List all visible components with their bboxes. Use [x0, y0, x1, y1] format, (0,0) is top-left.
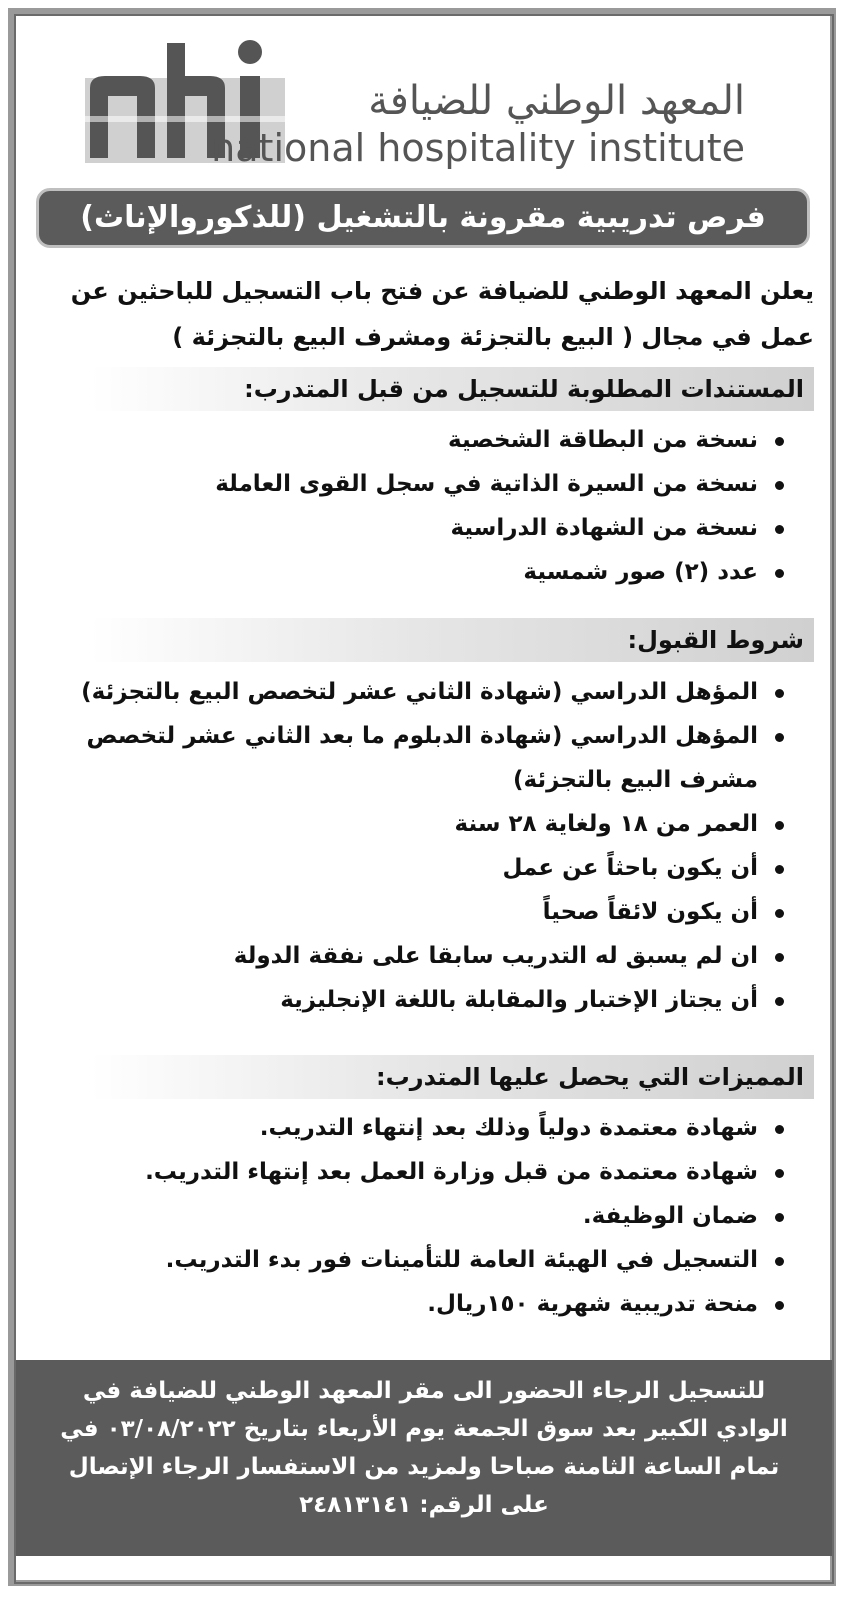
benefits-heading: المميزات التي يحصل عليها المتدرب:	[90, 1055, 814, 1099]
documents-heading: المستندات المطلوبة للتسجيل من قبل المتدرب:	[90, 367, 814, 411]
list-item	[30, 1106, 814, 1150]
list-item-text: نسخة من السيرة الذاتية في سجل القوى العاملة	[215, 471, 758, 497]
list-item	[30, 1238, 814, 1282]
benefits-list	[30, 1106, 814, 1326]
bullet-icon	[775, 953, 784, 962]
bullet-icon	[775, 569, 784, 578]
list-item-text: شهادة معتمدة دولياً وذلك بعد إنتهاء التدريب.	[259, 1115, 758, 1141]
bullet-icon	[775, 909, 784, 918]
bullet-icon	[775, 865, 784, 874]
list-item	[30, 846, 814, 890]
bullet-icon	[775, 481, 784, 490]
intro-paragraph: يعلن المعهد الوطني للضيافة عن فتح باب التسجيل للباحثين عن عمل في مجال ( البيع بالتجزئة ومشرف البيع بالتجزئة )	[70, 277, 814, 351]
list-item-text: أن يكون باحثاً عن عمل	[502, 855, 758, 881]
institute-logo	[85, 38, 765, 178]
bullet-icon	[775, 733, 784, 742]
bullet-icon	[775, 1125, 784, 1134]
bullet-icon	[775, 1213, 784, 1222]
list-item-text: نسخة من البطاقة الشخصية	[448, 427, 758, 453]
list-item	[30, 978, 814, 1022]
bullet-icon	[775, 1169, 784, 1178]
list-item-text: التسجيل في الهيئة العامة للتأمينات فور بدء التدريب.	[165, 1247, 758, 1273]
list-item	[30, 462, 814, 506]
bullet-icon	[775, 821, 784, 830]
list-item-text: المؤهل الدراسي (شهادة الدبلوم ما بعد الثاني عشر لتخصص مشرف البيع بالتجزئة)	[86, 723, 758, 793]
list-item-text: ان لم يسبق له التدريب سابقا على نفقة الدولة	[233, 943, 758, 969]
list-item	[30, 714, 814, 802]
bullet-icon	[775, 525, 784, 534]
list-item	[30, 802, 814, 846]
list-item	[30, 670, 814, 714]
list-item	[30, 550, 814, 594]
list-item-text: العمر من ١٨ ولغاية ٢٨ سنة	[454, 811, 758, 837]
list-item-text: أن يجتاز الإختبار والمقابلة باللغة الإنجليزية	[280, 987, 758, 1013]
documents-list	[30, 418, 814, 594]
list-item-text: نسخة من الشهادة الدراسية	[450, 515, 758, 541]
conditions-list	[30, 670, 814, 1022]
list-item-text: ضمان الوظيفة.	[582, 1203, 758, 1229]
list-item	[30, 1194, 814, 1238]
list-item	[30, 890, 814, 934]
bullet-icon	[775, 997, 784, 1006]
list-item	[30, 1150, 814, 1194]
list-item-text: شهادة معتمدة من قبل وزارة العمل بعد إنتهاء التدريب.	[145, 1159, 758, 1185]
list-item-text: المؤهل الدراسي (شهادة الثاني عشر لتخصص البيع بالتجزئة)	[81, 679, 758, 705]
logo-arabic-name: المعهد الوطني للضيافة	[368, 78, 745, 124]
registration-footer: للتسجيل الرجاء الحضور الى مقر المعهد الوطني للضيافة في الوادي الكبير بعد سوق الجمعة يوم الأربعاء بتاريخ ٠٣/٠٨/٢٠٢٢ في تمام الساعة الثامنة صباحا ولمزيد من الاستفسار الرجاء الإتصال على الرقم: ٢٤٨١٣١٤١	[16, 1360, 832, 1556]
conditions-heading: شروط القبول:	[90, 618, 814, 662]
list-item	[30, 418, 814, 462]
list-item-text: منحة تدريبية شهرية ١٥٠ريال.	[427, 1291, 758, 1317]
bullet-icon	[775, 689, 784, 698]
list-item	[30, 934, 814, 978]
list-item-text: عدد (٢) صور شمسية	[523, 559, 758, 585]
list-item	[30, 506, 814, 550]
logo-english-name: national hospitality institute	[211, 126, 745, 170]
list-item	[30, 1282, 814, 1326]
bullet-icon	[775, 437, 784, 446]
bullet-icon	[775, 1257, 784, 1266]
list-item-text: أن يكون لائقاً صحياً	[542, 899, 758, 925]
bullet-icon	[775, 1301, 784, 1310]
page-title: فرص تدريبية مقرونة بالتشغيل (للذكوروالإناث)	[36, 188, 810, 248]
